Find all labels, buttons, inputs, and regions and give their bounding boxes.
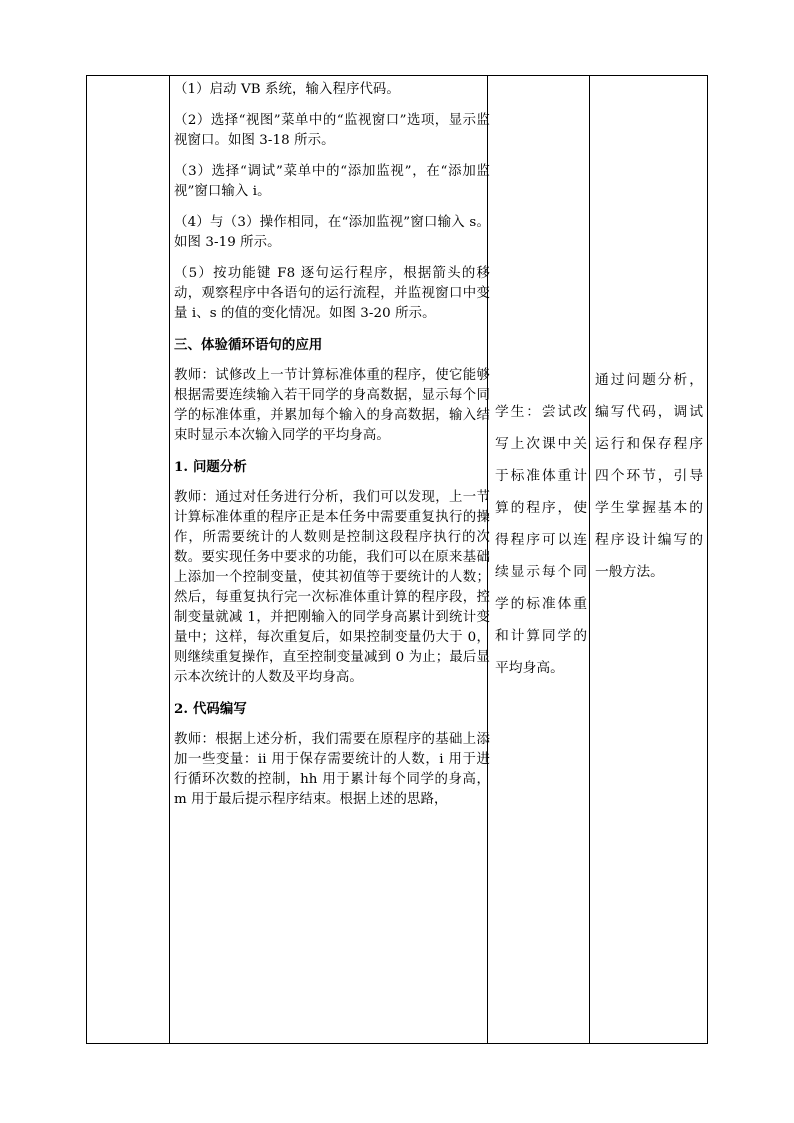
section-heading: 三、体验循环语句的应用 (174, 337, 323, 353)
step-5: （5）按功能键 F8 逐句运行程序，根据箭头的移动，观察程序中各语句的运行流程，并监视窗口中变量 i、s 的值的变化情况。如图 3-20 所示。 (174, 266, 490, 321)
student-activity-cell (495, 396, 587, 684)
teacher-content-cell (174, 80, 490, 821)
column-divider-3 (589, 76, 590, 1043)
step-1: （1）启动 VB 系统，输入程序代码。 (174, 82, 400, 97)
subheading-code: 2. 代码编写 (174, 701, 247, 717)
code-text: 教师：根据上述分析，我们需要在原程序的基础上添加一些变量：ii 用于保存需要统计的人数，i 用于进行循环次数的控制，hh 用于累计每个同学的身高，m 用于最后提示程序结束。根据上述的思路， (174, 732, 490, 807)
design-intent-text: 通过问题分析，编写代码，调试运行和保存程序四个环节，引导学生掌握基本的程序设计编写的一般方法。 (595, 372, 703, 580)
analysis-text: 教师：通过对任务进行分析，我们可以发现，上一节计算标准体重的程序正是本任务中需要重复执行的操作，所需要统计的人数则是控制这段程序执行的次数。要实现任务中要求的功能，我们可以在原来基础上添加一个控制变量，使其初值等于要统计的人数；然后，每重复执行完一次标准体重计算的程序段，控制变量就减 1，并把刚输入的同学身高累计到统计变量中；这样，每次重复后，如果控制变量仍大于 0，则继续重复操作，直至控制变量减到 0 为止；最后显示本次统计的人数及平均身高。 (174, 490, 490, 685)
column-divider-1 (169, 76, 170, 1043)
step-4: （4）与（3）操作相同，在“添加监视”窗口输入 s。如图 3-19 所示。 (174, 215, 490, 250)
design-intent-cell (595, 364, 703, 588)
step-2: （2）选择“视图”菜单中的“监视窗口”选项，显示监视窗口。如图 3-18 所示。 (174, 113, 490, 148)
student-activity-text: 学生：尝试改写上次课中关于标准体重计算的程序，使得程序可以连续显示每个同学的标准体重和计算同学的平均身高。 (495, 404, 587, 676)
teacher-task: 教师：试修改上一节计算标准体重的程序，使它能够根据需要连续输入若干同学的身高数据，显示每个同学的标准体重，并累加每个输入的身高数据，输入结束时显示本次输入同学的平均身高。 (174, 368, 490, 443)
step-3: （3）选择“调试”菜单中的“添加监视”，在“添加监视”窗口输入 i。 (174, 164, 490, 199)
lesson-table (86, 75, 708, 1044)
subheading-analysis: 1. 问题分析 (174, 459, 247, 475)
